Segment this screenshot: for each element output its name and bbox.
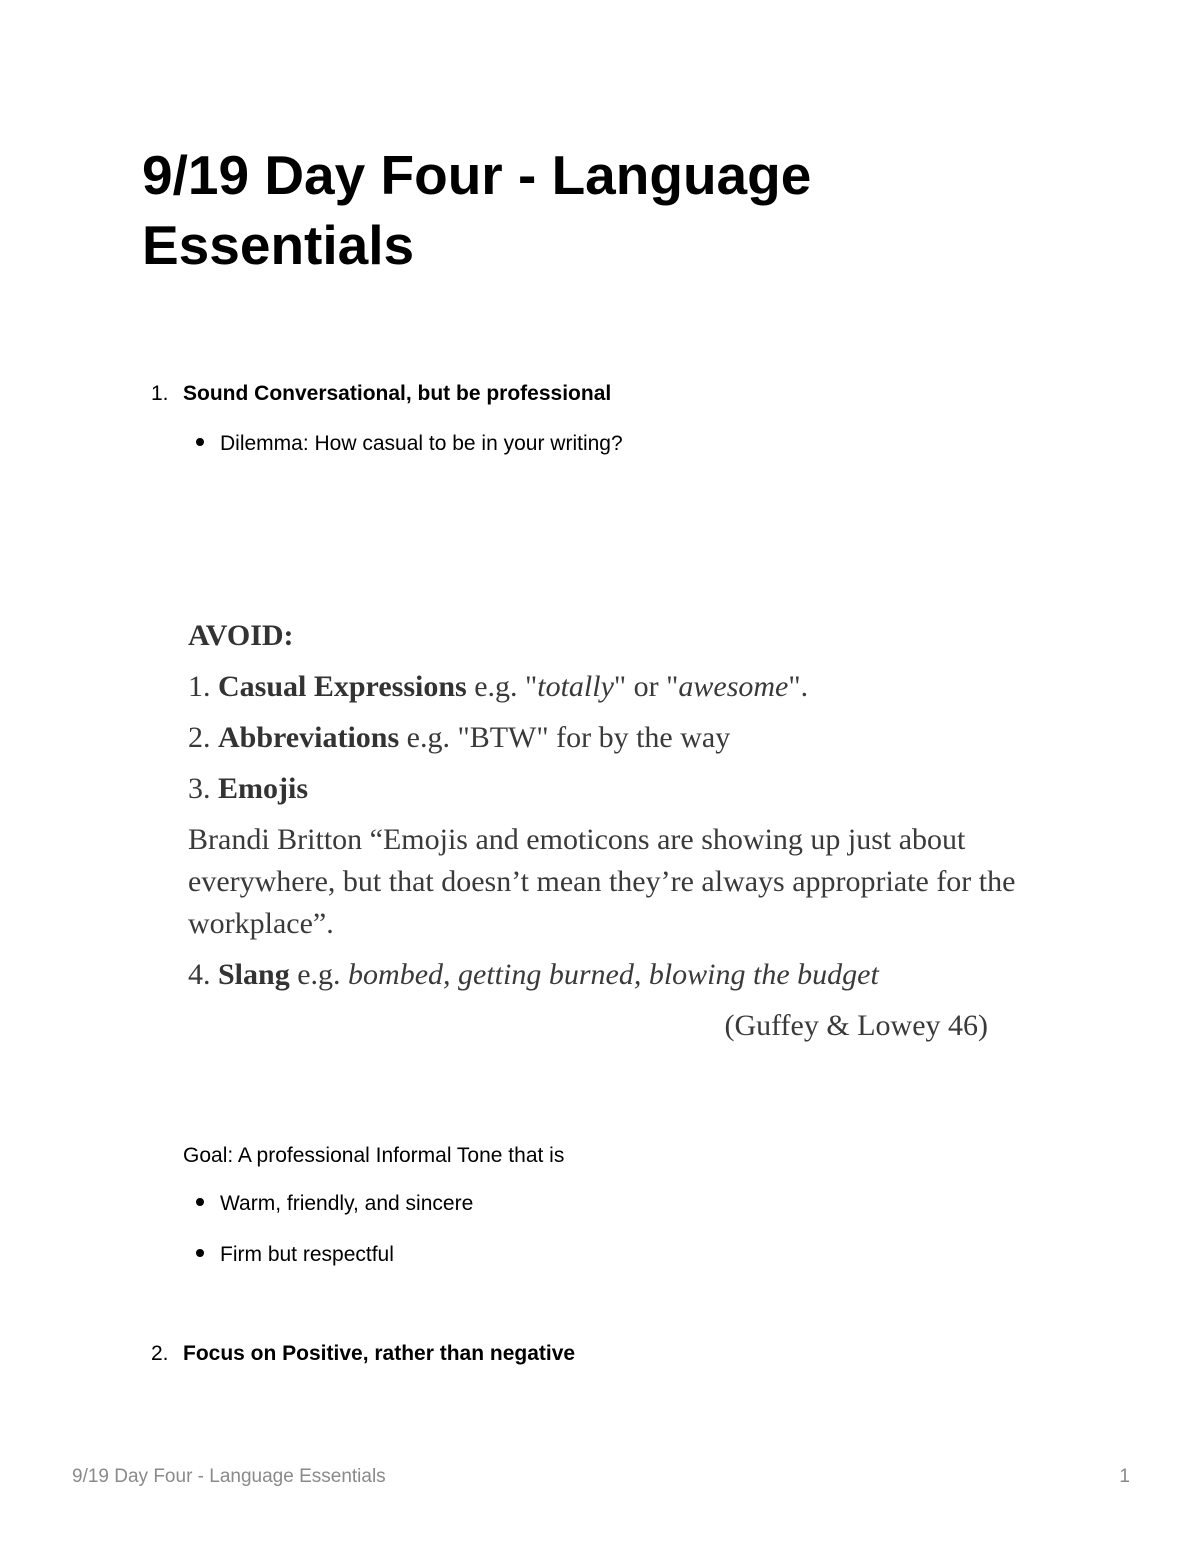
goal-text: Goal: A professional Informal Tone that is	[183, 1144, 565, 1167]
avoid-item-casual: 1. Casual Expressions e.g. "totally" or "awesome".	[188, 670, 809, 703]
bullet-dot-icon	[196, 1198, 204, 1206]
footer-title: 9/19 Day Four - Language Essentials	[72, 1466, 386, 1487]
goal-bullet-text: Warm, friendly, and sincere	[220, 1192, 474, 1215]
list-item	[196, 1190, 473, 1218]
goal-bullet-text: Firm but respectful	[220, 1243, 394, 1266]
list-item	[196, 430, 623, 458]
avoid-item-abbreviations: 2. Abbreviations e.g. "BTW" for by the way	[188, 721, 731, 754]
avoid-image-block	[188, 615, 1018, 1047]
section-2-number: 2.	[151, 1342, 169, 1365]
citation: (Guffey & Lowey 46)	[724, 1009, 988, 1042]
emoji-quote: Brandi Britton “Emojis and emoticons are showing up just about everywhere, but that doesn’t mean they’re always appropriate for the workplace”.	[188, 823, 1016, 940]
section-2-heading-text: Focus on Positive, rather than negative	[183, 1342, 576, 1365]
page-number: 1	[1119, 1466, 1130, 1487]
section-1-heading-text: Sound Conversational, but be professional	[183, 382, 612, 405]
bullet-dot-icon	[196, 1249, 204, 1257]
section-1-heading	[151, 380, 611, 408]
page-title: 9/19 Day Four - Language Essentials	[142, 144, 812, 276]
avoid-heading: AVOID:	[188, 619, 294, 652]
section-2-heading	[151, 1340, 575, 1368]
dilemma-text: Dilemma: How casual to be in your writing?	[220, 432, 623, 455]
section-1-number: 1.	[151, 382, 169, 405]
bullet-dot-icon	[196, 438, 204, 446]
avoid-item-emojis: 3. Emojis	[188, 772, 308, 805]
list-item	[196, 1241, 394, 1269]
avoid-item-slang: 4. Slang e.g. bombed, getting burned, blowing the budget	[188, 958, 879, 991]
